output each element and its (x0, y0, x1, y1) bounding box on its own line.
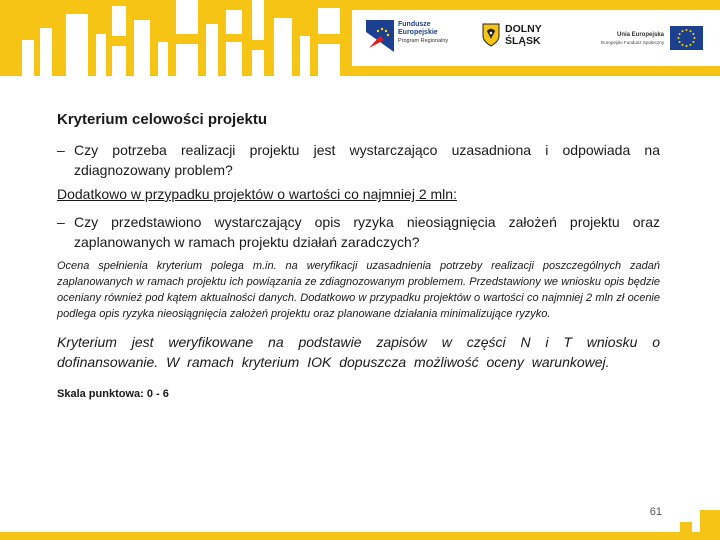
banner-decor-block (206, 24, 218, 76)
eu-logo-title: Unia Europejska (616, 32, 664, 38)
banner-decor-block (274, 18, 292, 76)
funds-logo-text (398, 21, 448, 45)
banner-decor-block (112, 46, 126, 76)
eu-logo-subtitle: Europejski Fundusz Społeczny (601, 40, 664, 45)
bullet-item (57, 212, 660, 252)
footer-bar (0, 532, 720, 540)
bullet-marker: ‒ (57, 214, 65, 230)
page-number: 61 (649, 506, 662, 518)
banner-decor-block (252, 0, 264, 40)
coat-of-arms-icon (482, 23, 500, 47)
funds-logo-icon (366, 20, 394, 52)
banner-decor-block (300, 36, 310, 76)
slide-title: Kryterium celowości projektu (57, 111, 268, 128)
region-logo-text (505, 23, 542, 47)
banner-decor-block (134, 20, 150, 76)
logo-panel (352, 10, 720, 66)
funds-logo-line1: Fundusze (398, 21, 431, 28)
banner-decor-block (252, 50, 264, 76)
bullet-marker: ‒ (57, 142, 65, 158)
banner-decor-block (318, 8, 340, 34)
funds-logo-line3: Program Regionalny (398, 38, 449, 44)
banner-decor-block (96, 34, 106, 76)
banner-decor-block (112, 6, 126, 36)
banner-decor-block (226, 10, 242, 34)
bullet-item (57, 140, 660, 180)
banner-decor-block (226, 42, 242, 76)
banner-decor-block (176, 44, 198, 76)
banner-decor-block (22, 40, 34, 76)
assessment-note: Ocena spełnienia kryterium polega m.in. na weryfikacji uzasadnienia potrzeby realizacji poszczególnych zadań zaplanowanych w ramach projektu ich powiązania ze zdiagnozowanym problemem. Przedstawiony we wniosku opis będzie oceniany również pod kątem aktualności danych. Dodatkowo w przypadku projektów o wartości co najmniej 2 mln zł ocenie podlega opis ryzyka nieosiągnięcia założeń projektu oraz planowane działania minimalizujące ryzyko. (57, 260, 660, 320)
region-logo-line2: ŚLĄSK (505, 35, 541, 47)
banner-decor-block (176, 0, 198, 34)
banner-decor-block (158, 42, 168, 76)
bullet-text: Czy potrzeba realizacji projektu jest wystarczająco uzasadniona i odpowiada na zdiagnozowany problem? (74, 142, 660, 178)
underline-heading: Dodatkowo w przypadku projektów o wartości co najmniej 2 mln: (57, 186, 457, 202)
verification-text: Kryterium jest weryfikowane na podstawie zapisów w części N i T wniosku o dofinansowanie. W ramach kryterium IOK dopuszcza możliwość oceny warunkowej. (57, 334, 660, 370)
banner-decor-block (66, 14, 88, 76)
header-banner (0, 0, 720, 76)
eu-logo-text (568, 31, 664, 46)
funds-logo-line2: Europejskie (398, 29, 438, 36)
bullet-text: Czy przedstawiono wystarczający opis ryzyka nieosiągnięcia założeń projektu oraz zaplanowanych w ramach projektu działań zaradczych? (74, 214, 660, 250)
slide-content (57, 110, 660, 402)
banner-decor-block (40, 28, 52, 76)
point-scale: Skala punktowa: 0 - 6 (57, 388, 169, 400)
region-logo-line1: DOLNY (505, 23, 542, 35)
eu-flag-icon (670, 26, 703, 50)
banner-decor-block (318, 44, 340, 76)
